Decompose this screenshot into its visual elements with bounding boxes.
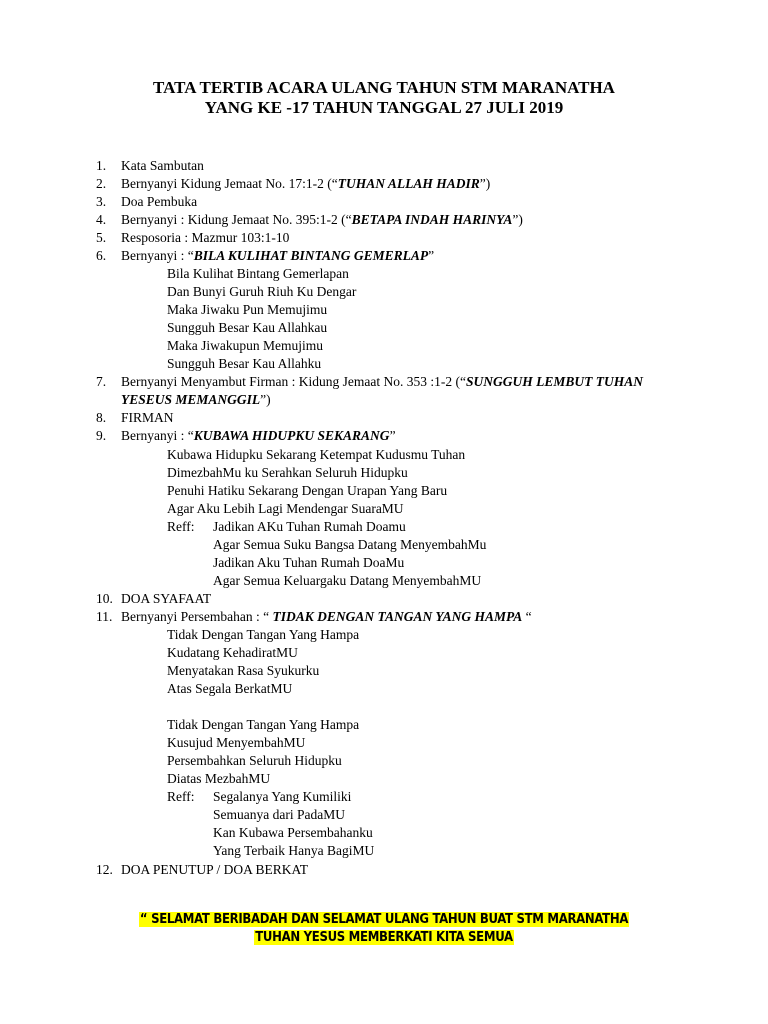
lyric-line: Kudatang KehadiratMU: [167, 645, 298, 660]
lyric-line: Maka Jiwaku Pun Memujimu: [167, 302, 328, 317]
lyric-line: DimezbahMu ku Serahkan Seluruh Hidupku: [167, 465, 408, 480]
lyric-line: Sungguh Besar Kau Allahkau: [167, 320, 328, 335]
item-suffix: “: [522, 609, 532, 624]
closing-message-line-1: [0, 910, 768, 928]
lyric-line: Sungguh Besar Kau Allahku: [167, 356, 322, 371]
lyric-line: Maka Jiwakupun Memujimu: [167, 338, 323, 353]
lyric-line: Tidak Dengan Tangan Yang Hampa: [167, 627, 360, 642]
item-text: [121, 609, 532, 625]
item-text: DOA PENUTUP / DOA BERKAT: [121, 862, 309, 877]
item-number: 6.: [96, 248, 107, 263]
lyric-line: Dan Bunyi Guruh Riuh Ku Dengar: [167, 284, 357, 299]
item-text: [121, 428, 396, 444]
lyric-line: Atas Segala BerkatMU: [167, 681, 293, 696]
lyric-line: Persembahkan Seluruh Hidupku: [167, 753, 342, 768]
song-title: TIDAK DENGAN TANGAN YANG HAMPA: [272, 609, 523, 624]
item-number: 2.: [96, 176, 107, 191]
item-suffix: ”): [512, 212, 523, 227]
reff-line: Segalanya Yang Kumiliki: [213, 789, 352, 804]
item-prefix: Bernyanyi : “: [121, 428, 194, 443]
lyric-line: Penuhi Hatiku Sekarang Dengan Urapan Yang Baru: [167, 483, 448, 498]
item-prefix: Bernyanyi Kidung Jemaat No. 17:1-2 (“: [121, 176, 338, 191]
item-number: 10.: [96, 591, 113, 606]
item-text: FIRMAN: [121, 410, 174, 425]
closing-message-line-2: [0, 928, 768, 946]
item-text: [121, 374, 643, 390]
item-suffix: ”): [479, 176, 491, 191]
item-text: DOA SYAFAAT: [121, 591, 212, 606]
item-number: 7.: [96, 374, 107, 389]
item-number: 5.: [96, 230, 107, 245]
item-text: Doa Pembuka: [121, 194, 198, 209]
item-prefix: Bernyanyi : Kidung Jemaat No. 395:1-2 (“: [121, 212, 352, 227]
item-number: 8.: [96, 410, 107, 425]
highlighted-text: “ SELAMAT BERIBADAH DAN SELAMAT ULANG TAHUN BUAT STM MARANATHA: [139, 912, 629, 927]
song-title: BILA KULIHAT BINTANG GEMERLAP: [193, 248, 429, 263]
lyric-line: Menyatakan Rasa Syukurku: [167, 663, 320, 678]
reff-label: Reff:: [167, 789, 195, 804]
lyric-line: Bila Kulihat Bintang Gemerlapan: [167, 266, 349, 281]
item-number: 4.: [96, 212, 107, 227]
song-title: BETAPA INDAH HARINYA: [351, 212, 513, 227]
item-suffix: ”): [260, 392, 271, 407]
item-prefix: Bernyanyi Menyambut Firman : Kidung Jemaat No. 353 :1-2 (“: [121, 374, 466, 389]
item-number: 11.: [96, 609, 113, 624]
song-title: TUHAN ALLAH HADIR: [337, 176, 480, 191]
document-title-line-2: YANG KE -17 TAHUN TANGGAL 27 JULI 2019: [204, 98, 564, 117]
lyric-line: Kusujud MenyembahMU: [167, 735, 306, 750]
reff-line: Jadikan AKu Tuhan Rumah Doamu: [213, 519, 406, 534]
reff-line: Semuanya dari PadaMU: [213, 807, 345, 822]
highlighted-text: TUHAN YESUS MEMBERKATI KITA SEMUA: [255, 930, 513, 945]
reff-line: Kan Kubawa Persembahanku: [213, 825, 373, 840]
lyric-line: Tidak Dengan Tangan Yang Hampa: [167, 717, 360, 732]
item-number: 3.: [96, 194, 107, 209]
item-number: 9.: [96, 428, 107, 443]
item-suffix: ”: [389, 428, 396, 443]
reff-label: Reff:: [167, 519, 195, 534]
lyric-line: Agar Aku Lebih Lagi Mendengar SuaraMU: [167, 501, 404, 516]
item-text: [121, 212, 523, 228]
item-number: 1.: [96, 158, 107, 173]
item-text: [121, 176, 490, 192]
lyric-line: Kubawa Hidupku Sekarang Ketempat Kudusmu Tuhan: [167, 447, 466, 462]
reff-line: Agar Semua Suku Bangsa Datang MenyembahMu: [213, 537, 487, 552]
item-text: [121, 248, 434, 264]
item-prefix: Bernyanyi Persembahan : “: [121, 609, 273, 624]
item-text-continued: [121, 392, 271, 408]
item-text: Kata Sambutan: [121, 158, 204, 173]
song-title: KUBAWA HIDUPKU SEKARANG: [193, 428, 390, 443]
item-number: 12.: [96, 862, 113, 877]
reff-line: Jadikan Aku Tuhan Rumah DoaMu: [213, 555, 405, 570]
reff-line: Agar Semua Keluargaku Datang MenyembahMU: [213, 573, 482, 588]
reff-line: Yang Terbaik Hanya BagiMU: [213, 843, 375, 858]
item-suffix: ”: [428, 248, 435, 263]
song-title-continued: YESEUS MEMANGGIL: [121, 392, 261, 407]
song-title: SUNGGUH LEMBUT TUHAN: [465, 374, 643, 389]
document-title-line-1: TATA TERTIB ACARA ULANG TAHUN STM MARANATHA: [153, 78, 615, 97]
item-prefix: Bernyanyi : “: [121, 248, 194, 263]
item-text: Resposoria : Mazmur 103:1-10: [121, 230, 290, 245]
lyric-line: Diatas MezbahMU: [167, 771, 271, 786]
